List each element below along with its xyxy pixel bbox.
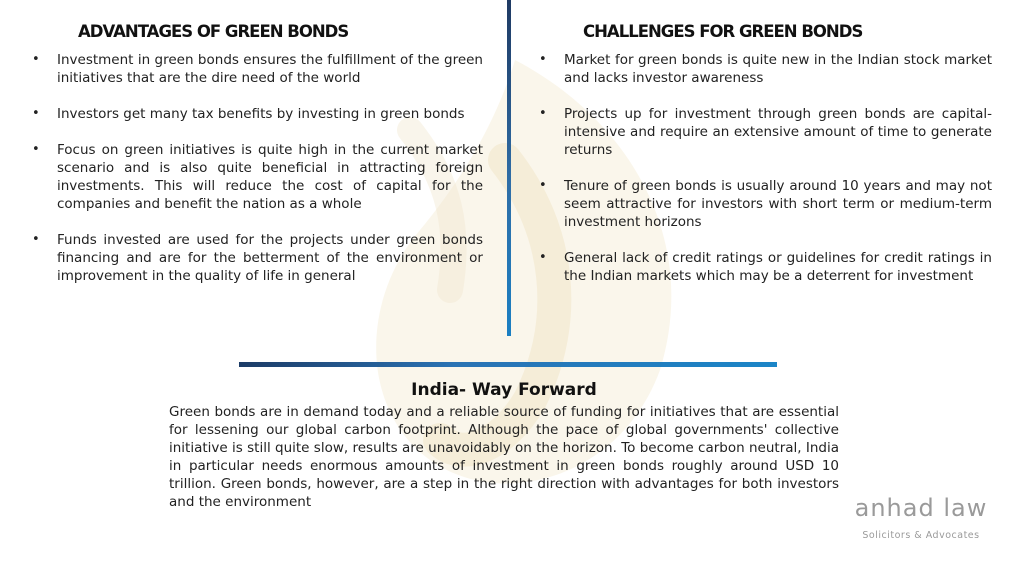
logo-tagline: Solicitors & Advocates: [862, 530, 980, 541]
list-item-text: Tenure of green bonds is usually around 10 years and may not seem attractive for investors with short term or medium-term investment horizons: [564, 178, 992, 230]
horizontal-divider: [239, 362, 777, 367]
advantages-heading: ADVANTAGES OF GREEN BONDS: [78, 22, 349, 41]
logo-name: anhad law: [854, 494, 988, 522]
way-forward-section: [169, 380, 839, 511]
bullet-icon: •: [32, 106, 40, 121]
list-item-text: Investors get many tax benefits by investing in green bonds: [57, 106, 465, 122]
list-item-text: Investment in green bonds ensures the fulfillment of the green initiatives that are the dire need of the world: [57, 52, 483, 86]
list-item: [30, 105, 483, 123]
anhad-law-logo: [846, 494, 996, 541]
bullet-icon: •: [539, 106, 547, 121]
advantages-list: [30, 51, 483, 285]
list-item: [30, 141, 483, 213]
way-forward-text: Green bonds are in demand today and a reliable source of funding for initiatives that are essential for lessening our global carbon footprint. Although the pace of global governments' collective initiative is still quite slow, results are unavoidably on the horizon. To become carbon neutral, India in particular needs enormous amounts of investment in green bonds roughly around USD 10 trillion. Green bonds, however, are a step in the right direction with advantages for both investors and the environment: [169, 404, 839, 510]
challenges-list: [537, 51, 992, 285]
list-item-text: Market for green bonds is quite new in the Indian stock market and lacks investor awareness: [564, 52, 992, 86]
vertical-divider: [507, 0, 511, 336]
advantages-column: [30, 22, 483, 303]
bullet-icon: •: [539, 178, 547, 193]
list-item: [537, 177, 992, 231]
list-item: [537, 249, 992, 285]
list-item: [537, 51, 992, 87]
way-forward-title: India- Way Forward: [411, 380, 597, 400]
list-item: [30, 231, 483, 285]
bullet-icon: •: [32, 142, 40, 157]
bullet-icon: •: [32, 232, 40, 247]
bullet-icon: •: [539, 250, 547, 265]
list-item: [537, 105, 992, 159]
list-item: [30, 51, 483, 87]
list-item-text: Projects up for investment through green bonds are capital-intensive and require an extensive amount of time to generate returns: [564, 106, 992, 158]
challenges-column: [537, 22, 992, 303]
list-item-text: Focus on green initiatives is quite high in the current market scenario and is also quite beneficial in attracting foreign investments. This will reduce the cost of capital for the companies and benefit the nation as a whole: [57, 142, 483, 212]
list-item-text: Funds invested are used for the projects under green bonds financing and are for the betterment of the environment or improvement in the quality of life in general: [57, 232, 483, 284]
bullet-icon: •: [539, 52, 547, 67]
challenges-heading: CHALLENGES FOR GREEN BONDS: [583, 22, 863, 41]
bullet-icon: •: [32, 52, 40, 67]
list-item-text: General lack of credit ratings or guidelines for credit ratings in the Indian markets which may be a deterrent for investment: [564, 250, 992, 284]
